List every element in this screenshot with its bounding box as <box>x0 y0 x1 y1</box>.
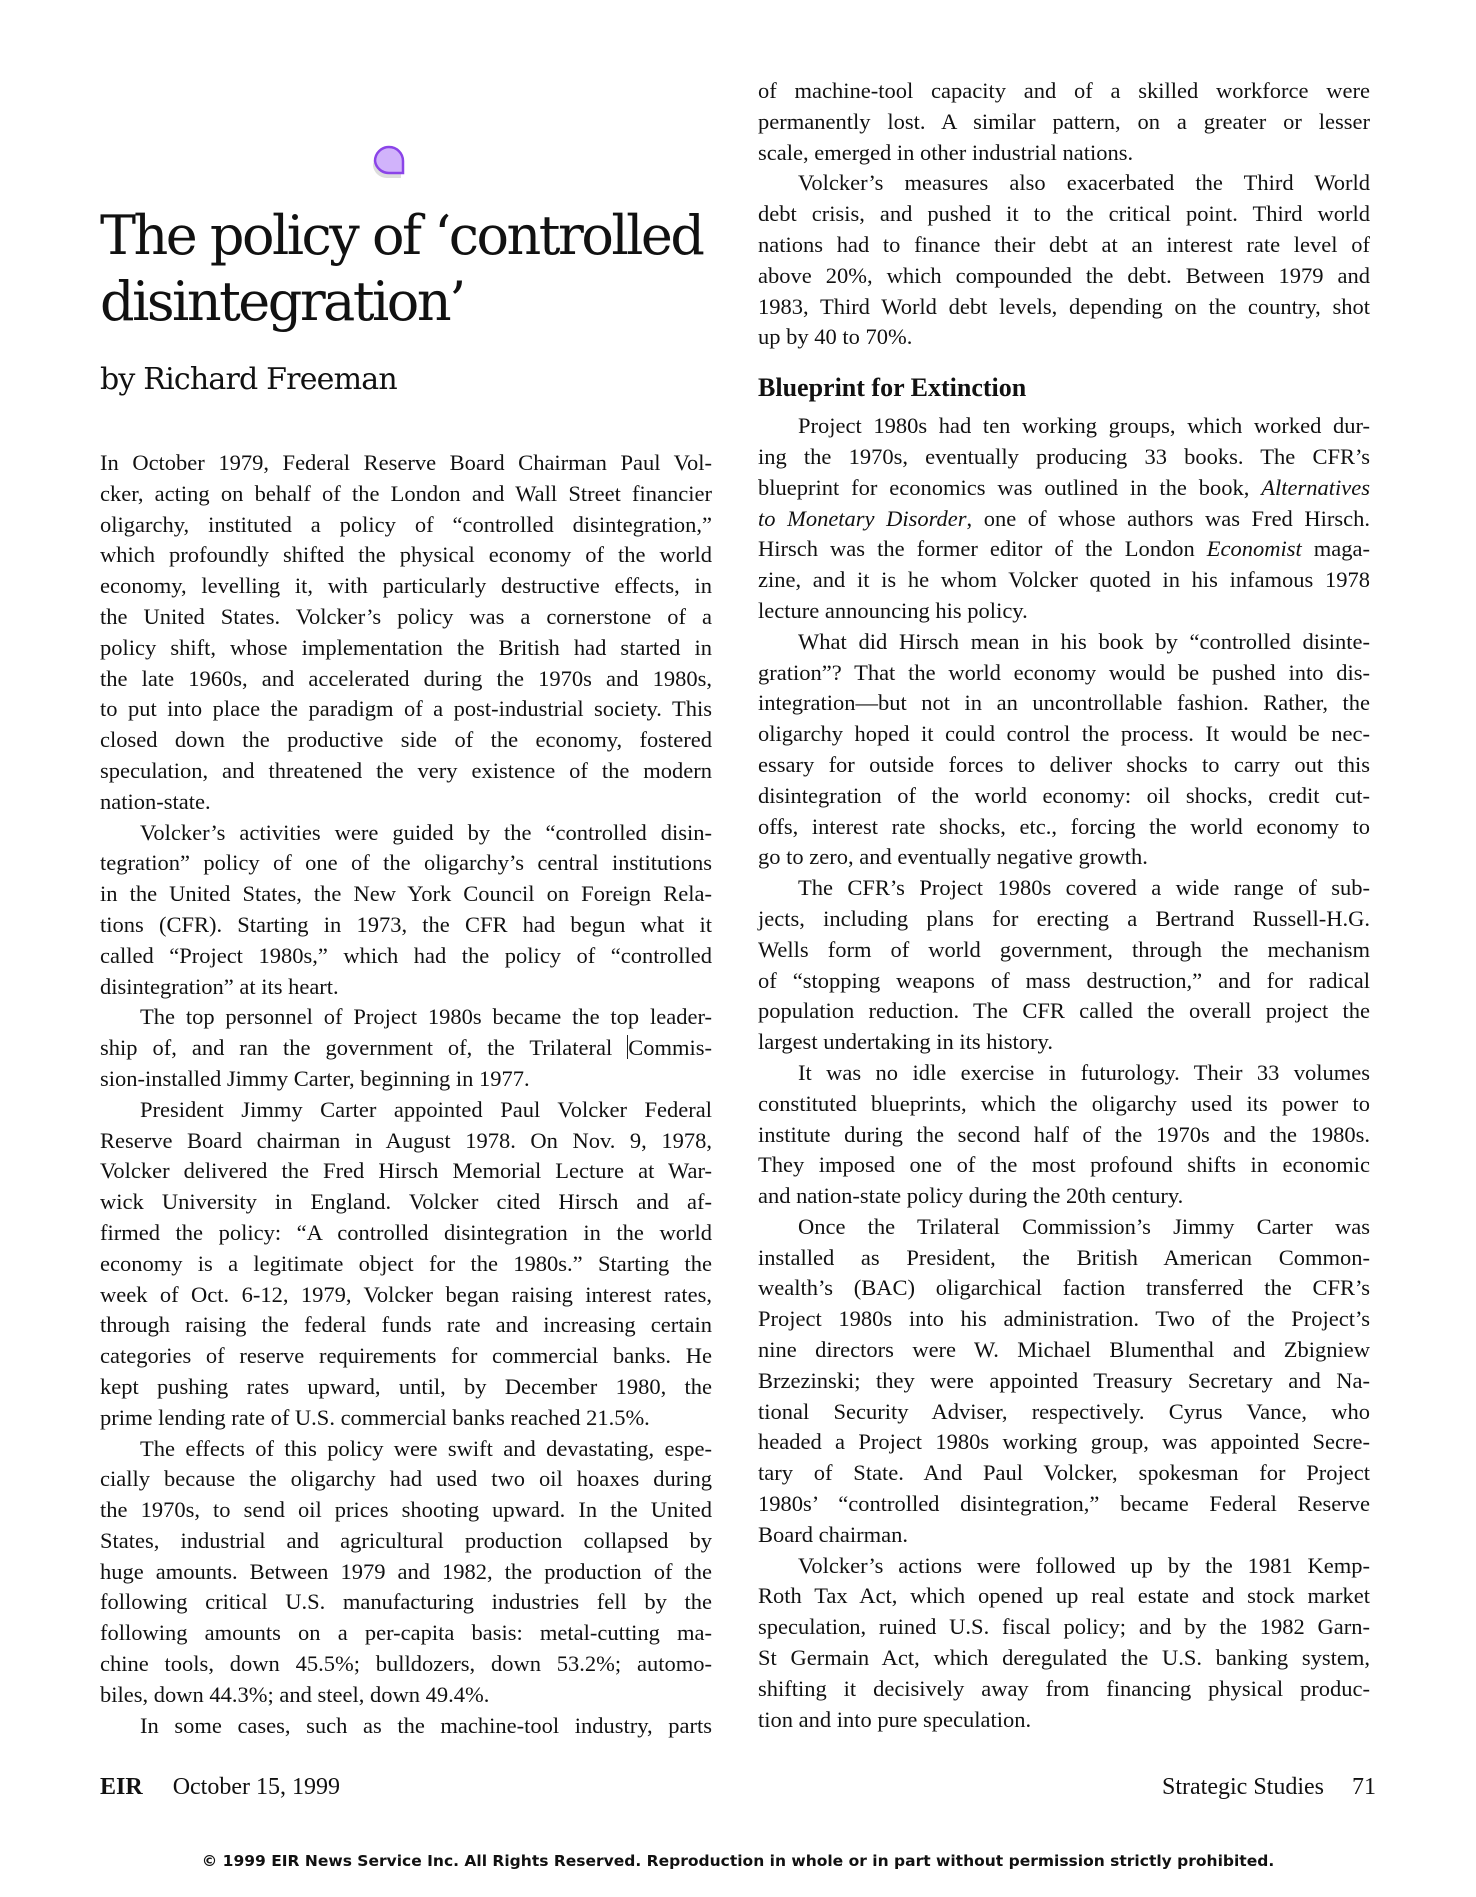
text-line: They imposed one of the most profound shifts in economic <box>758 1152 1370 1178</box>
text-line: called “Project 1980s,” which had the policy of “controlled <box>100 942 712 968</box>
text-line: largest undertaking in its history. <box>758 1029 1053 1055</box>
text-line: of “stopping weapons of mass destruction,” and for radical <box>758 967 1370 993</box>
text-line: sion-installed Jimmy Carter, beginning in 1977. <box>100 1065 530 1091</box>
text-line: President Jimmy Carter appointed Paul Volcker Federal <box>140 1096 712 1122</box>
publication-name: EIR <box>100 1774 143 1800</box>
page-number: 71 <box>1352 1774 1376 1800</box>
text-line: oligarchy, instituted a policy of “controlled disintegration,” <box>100 511 712 537</box>
byline: by Richard Freeman <box>100 362 397 397</box>
text-line: the late 1960s, and accelerated during the 1970s and 1980s, <box>100 665 712 691</box>
text-line: shifting it decisively away from financing physical produc- <box>758 1675 1370 1701</box>
text-line: cker, acting on behalf of the London and Wall Street financier <box>100 480 712 506</box>
text-line: speculation, and threatened the very existence of the modern <box>100 757 712 783</box>
text-line: kept pushing rates upward, until, by December 1980, the <box>100 1373 712 1399</box>
footer-right <box>1162 1774 1376 1801</box>
text-line: population reduction. The CFR called the overall project the <box>758 998 1370 1024</box>
text-line-with-caret[interactable]: ship of, and ran the government of, the Trilateral Commis- <box>100 1035 712 1061</box>
text-line: zine, and it is he whom Volcker quoted in his infamous 1978 <box>758 567 1370 593</box>
text-line: economy, levelling it, with particularly destructive effects, in <box>100 573 712 599</box>
text-line: oligarchy hoped it could control the process. It would be nec- <box>758 721 1370 747</box>
text-line: chine tools, down 45.5%; bulldozers, down 53.2%; automo- <box>100 1651 712 1677</box>
text-line: through raising the federal funds rate and increasing certain <box>100 1312 712 1338</box>
text-line: institute during the second half of the 1970s and the 1980s. <box>758 1121 1370 1147</box>
copyright-notice: © 1999 EIR News Service Inc. All Rights Reserved. Reproduction in whole or in part without permission strictly prohibited. <box>201 1852 1275 1870</box>
text-line: economy is a legitimate object for the 1980s.” Starting the <box>100 1250 712 1276</box>
text-line: In some cases, such as the machine-tool industry, parts <box>140 1712 712 1738</box>
text-line: up by 40 to 70%. <box>758 324 913 350</box>
text-line: of machine-tool capacity and of a skilled workforce were <box>758 78 1370 103</box>
text-line: tary of State. And Paul Volcker, spokesman for Project <box>758 1460 1370 1486</box>
text-line: Once the Trilateral Commission’s Jimmy Carter was <box>798 1213 1370 1239</box>
text-line: nine directors were W. Michael Blumenthal and Zbigniew <box>758 1337 1370 1363</box>
text-line: Volcker’s actions were followed up by the 1981 Kemp- <box>798 1552 1370 1578</box>
text-line: The top personnel of Project 1980s became the top leader- <box>140 1004 712 1030</box>
text-line: closed down the productive side of the economy, fostered <box>100 727 712 753</box>
text-line: in the United States, the New York Council on Foreign Rela- <box>100 881 712 907</box>
footer-left <box>100 1774 340 1801</box>
annotation-marker-icon[interactable] <box>370 142 410 182</box>
text-line: Volcker’s activities were guided by the “controlled disin- <box>140 819 712 845</box>
text-line: scale, emerged in other industrial nations. <box>758 139 1134 165</box>
text-line: to Monetary Disorder, one of whose authors was Fred Hirsch. <box>758 505 1370 531</box>
text-line: following critical U.S. manufacturing industries fell by the <box>100 1589 712 1615</box>
text-line: biles, down 44.3%; and steel, down 49.4%. <box>100 1681 490 1707</box>
section-name: Strategic Studies <box>1162 1774 1324 1800</box>
text-line: cially because the oligarchy had used two oil hoaxes during <box>100 1466 712 1492</box>
text-line: Hirsch was the former editor of the London Economist maga- <box>758 536 1370 562</box>
text-line: speculation, ruined U.S. fiscal policy; and by the 1982 Garn- <box>758 1614 1370 1640</box>
text-line: tion and into pure speculation. <box>758 1706 1032 1732</box>
text-line: permanently lost. A similar pattern, on a greater or lesser <box>758 108 1370 134</box>
text-line: In October 1979, Federal Reserve Board Chairman Paul Vol- <box>100 450 712 475</box>
text-line: following amounts on a per-capita basis: metal-cutting ma- <box>100 1620 712 1646</box>
text-line: policy shift, whose implementation the British had started in <box>100 634 712 660</box>
text-line: St Germain Act, which deregulated the U.S. banking system, <box>758 1645 1370 1671</box>
text-line: Volcker’s measures also exacerbated the Third World <box>798 170 1370 196</box>
text-line: integration—but not in an uncontrollable fashion. Rather, the <box>758 690 1370 716</box>
text-line: disintegration of the world economy: oil shocks, credit cut- <box>758 782 1370 808</box>
text-line: tional Security Adviser, respectively. Cyrus Vance, who <box>758 1398 1370 1424</box>
text-line: constituted blueprints, which the oligarchy used its power to <box>758 1090 1370 1116</box>
text-line: Volcker delivered the Fred Hirsch Memorial Lecture at War- <box>100 1158 712 1184</box>
text-line: The CFR’s Project 1980s covered a wide range of sub- <box>798 875 1370 901</box>
text-line: and nation-state policy during the 20th century. <box>758 1183 1184 1209</box>
text-line: States, industrial and agricultural production collapsed by <box>100 1527 712 1553</box>
text-line: ing the 1970s, eventually producing 33 books. The CFR’s <box>758 443 1370 469</box>
left-column <box>100 448 712 1741</box>
text-line: huge amounts. Between 1979 and 1982, the production of the <box>100 1558 712 1584</box>
text-line: blueprint for economics was outlined in the book, Alternatives <box>758 474 1370 500</box>
text-line: firmed the policy: “A controlled disintegration in the world <box>100 1219 712 1245</box>
text-line: wick University in England. Volcker cited Hirsch and af- <box>100 1189 712 1215</box>
article-title <box>100 203 740 335</box>
text-line: installed as President, the British American Common- <box>758 1244 1370 1270</box>
text-line: lecture announcing his policy. <box>758 597 1028 623</box>
text-line: to put into place the paradigm of a post-industrial society. This <box>100 696 712 722</box>
text-line: Reserve Board chairman in August 1978. On Nov. 9, 1978, <box>100 1127 712 1153</box>
text-line: the United States. Volcker’s policy was a cornerstone of a <box>100 603 712 629</box>
text-line: the 1970s, to send oil prices shooting upward. In the United <box>100 1497 712 1523</box>
text-line: nation-state. <box>100 788 211 814</box>
title-line-2: disintegration’ <box>100 270 464 333</box>
text-line: which profoundly shifted the physical economy of the world <box>100 542 712 568</box>
text-line: Roth Tax Act, which opened up real estate and stock market <box>758 1583 1370 1609</box>
book-title-italic: Alternatives <box>1261 474 1370 500</box>
text-line: wealth’s (BAC) oligarchical faction transferred the CFR’s <box>758 1275 1370 1301</box>
text-line: offs, interest rate shocks, etc., forcing the world economy to <box>758 813 1370 839</box>
title-line-1: The policy of ‘controlled <box>100 204 703 267</box>
right-column <box>758 76 1370 1735</box>
text-line: Project 1980s into his administration. Two of the Project’s <box>758 1306 1370 1332</box>
section-heading: Blueprint for Extinction <box>758 373 1027 403</box>
text-line: tegration” policy of one of the oligarchy’s central institutions <box>100 850 712 876</box>
text-line: debt crisis, and pushed it to the critical point. Third world <box>758 201 1370 227</box>
text-line: above 20%, which compounded the debt. Between 1979 and <box>758 262 1370 288</box>
text-line: What did Hirsch mean in his book by “controlled disinte- <box>798 628 1370 654</box>
text-line: tions (CFR). Starting in 1973, the CFR had begun what it <box>100 911 712 937</box>
text-line: 1983, Third World debt levels, depending on the country, shot <box>758 293 1370 319</box>
text-line: prime lending rate of U.S. commercial banks reached 21.5%. <box>100 1404 650 1430</box>
text-line: go to zero, and eventually negative growth. <box>758 844 1148 870</box>
text-line: The effects of this policy were swift and devastating, espe- <box>140 1435 712 1461</box>
text-line: Brzezinski; they were appointed Treasury Secretary and Na- <box>758 1367 1370 1393</box>
text-line: Board chairman. <box>758 1521 908 1547</box>
publication-italic: Economist <box>1206 536 1302 562</box>
text-line: It was no idle exercise in futurology. Their 33 volumes <box>798 1059 1370 1085</box>
text-line: jects, including plans for erecting a Bertrand Russell-H.G. <box>758 905 1370 931</box>
text-line: categories of reserve requirements for commercial banks. He <box>100 1343 712 1369</box>
text-line: gration”? That the world economy would be pushed into dis- <box>758 659 1370 685</box>
text-line: Project 1980s had ten working groups, which worked dur- <box>798 413 1370 439</box>
text-line: headed a Project 1980s working group, was appointed Secre- <box>758 1429 1370 1455</box>
text-line: week of Oct. 6-12, 1979, Volcker began raising interest rates, <box>100 1281 712 1307</box>
text-line: 1980s’ “controlled disintegration,” became Federal Reserve <box>758 1491 1370 1517</box>
issue-date: October 15, 1999 <box>172 1774 340 1800</box>
text-line: essary for outside forces to deliver shocks to carry out this <box>758 751 1370 777</box>
text-line: disintegration” at its heart. <box>100 973 339 999</box>
text-line: Wells form of world government, through the mechanism <box>758 936 1370 962</box>
book-title-italic: to Monetary Disorder <box>758 505 967 531</box>
text-line: nations had to finance their debt at an interest rate level of <box>758 231 1370 257</box>
